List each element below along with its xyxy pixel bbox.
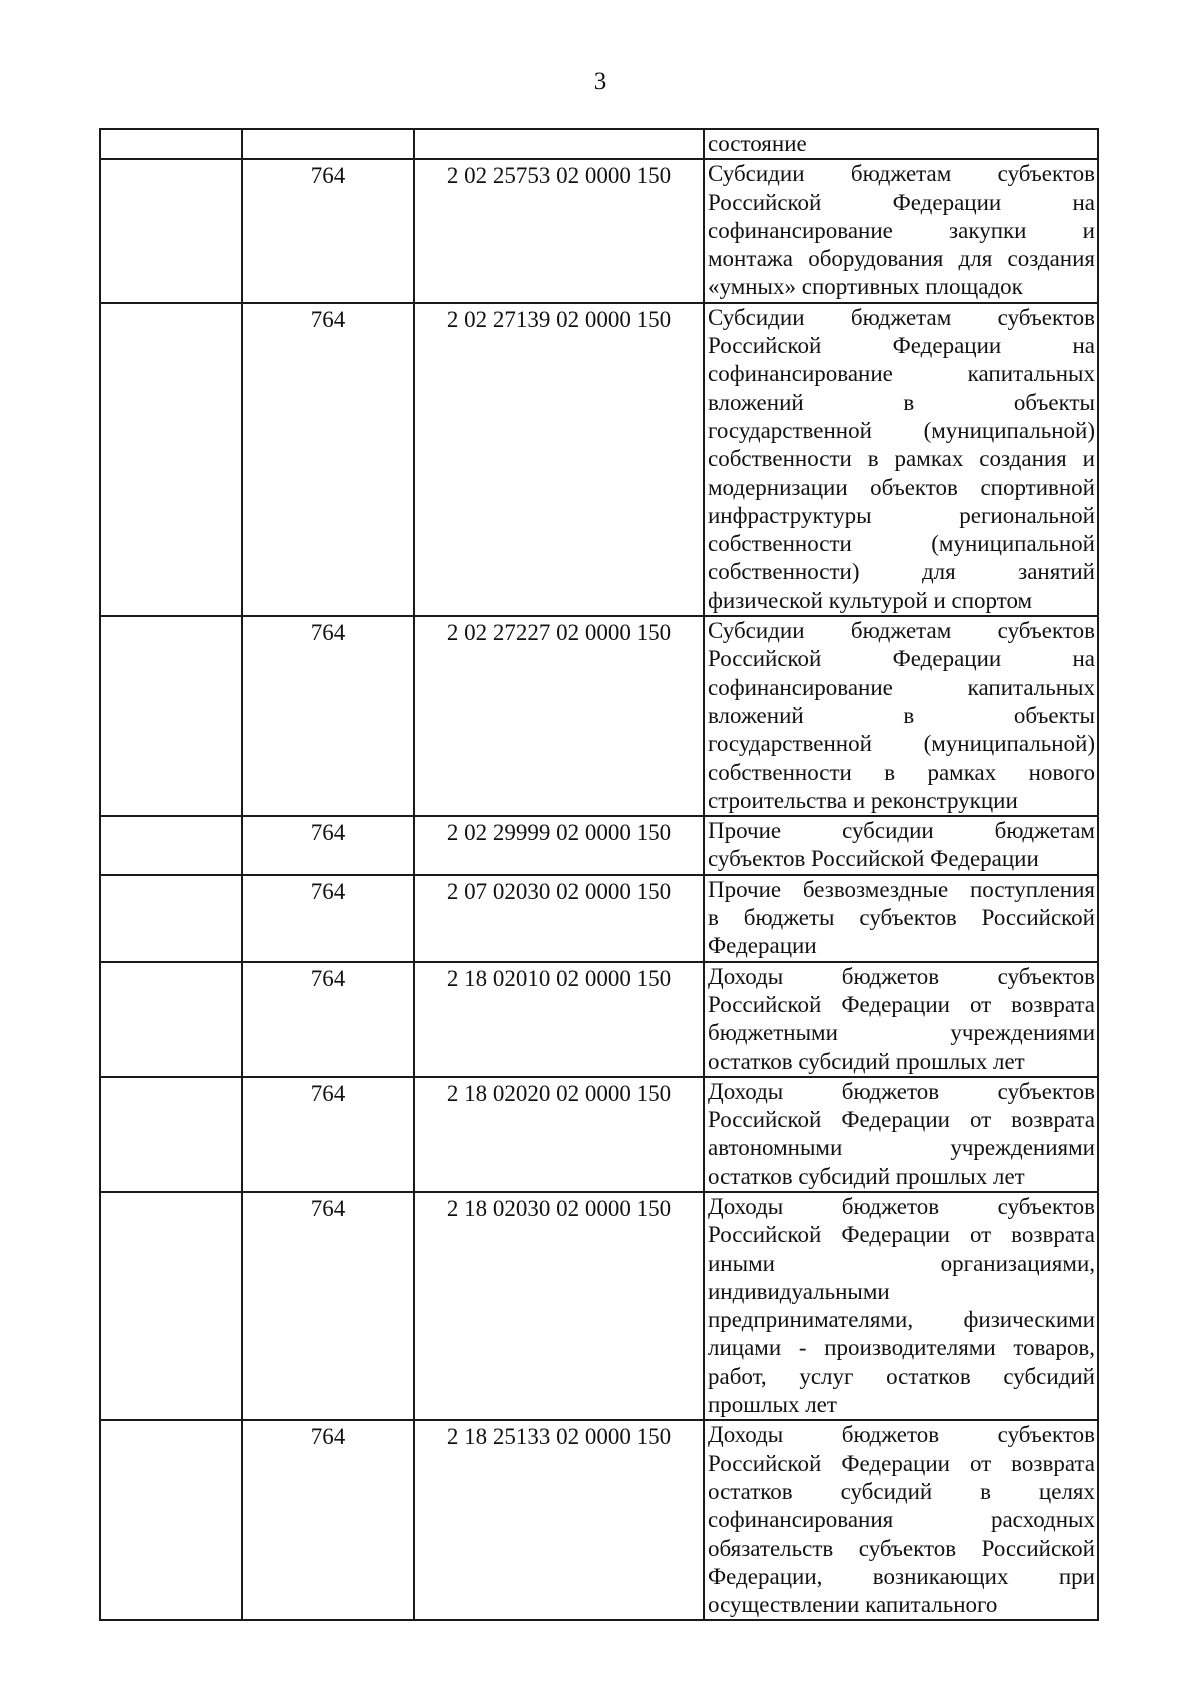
description-line: Российской Федерации от возврата <box>708 991 1095 1017</box>
empty-cell <box>100 875 242 962</box>
empty-cell <box>100 816 242 875</box>
description-line: Доходы бюджетов субъектов <box>708 1422 1095 1448</box>
description-line: иными организациями, <box>708 1250 1095 1276</box>
description-line: Субсидии бюджетам субъектов <box>708 304 1095 330</box>
description-line: осуществлении капитального <box>708 1592 998 1618</box>
administrator-code-cell: 764 <box>242 1420 414 1620</box>
empty-cell <box>100 1420 242 1620</box>
description-line: Прочие безвозмездные поступления <box>708 876 1095 902</box>
revenue-code-cell: 2 18 02010 02 0000 150 <box>414 962 704 1077</box>
empty-cell <box>100 962 242 1077</box>
description-line: Доходы бюджетов субъектов <box>708 1193 1095 1219</box>
description-cell <box>704 303 1098 616</box>
description-line: Российской Федерации от возврата <box>708 1450 1095 1476</box>
description-line: субъектов Российской Федерации <box>708 846 1039 872</box>
description-line: остатков субсидий прошлых лет <box>708 1048 1025 1074</box>
description-line: остатков субсидий в целях <box>708 1478 1095 1504</box>
description-line: работ, услуг остатков субсидий <box>708 1363 1095 1389</box>
revenue-code-cell: 2 02 27139 02 0000 150 <box>414 303 704 616</box>
description-line: остатков субсидий прошлых лет <box>708 1163 1025 1189</box>
description-line: софинансирование капитальных <box>708 361 1095 387</box>
description-line: Федерации <box>708 933 817 959</box>
page-number: 3 <box>593 68 607 95</box>
administrator-code-cell: 764 <box>242 1077 414 1192</box>
empty-cell <box>100 159 242 302</box>
description-line: собственности в рамках создания и <box>708 446 1095 472</box>
table-row <box>100 875 1098 962</box>
table-body <box>100 129 1098 1620</box>
description-line: Субсидии бюджетам субъектов <box>708 618 1095 644</box>
description-line: софинансирование закупки и <box>708 217 1095 243</box>
description-line: монтажа оборудования для создания <box>708 246 1095 272</box>
revenue-code-cell: 2 02 29999 02 0000 150 <box>414 816 704 875</box>
empty-cell <box>100 1077 242 1192</box>
description-line: физической культурой и спортом <box>708 587 1033 613</box>
budget-classification-table <box>99 128 1099 1621</box>
description-cell <box>704 129 1098 159</box>
description-line: Прочие субсидии бюджетам <box>708 818 1095 844</box>
table-row <box>100 159 1098 302</box>
description-line: Субсидии бюджетам субъектов <box>708 161 1095 187</box>
description-line: государственной (муниципальной) <box>708 417 1095 443</box>
table-row <box>100 962 1098 1077</box>
description-line: вложений в объекты <box>708 702 1095 728</box>
revenue-code-cell: 2 18 02030 02 0000 150 <box>414 1192 704 1420</box>
description-line: Российской Федерации на <box>708 333 1095 359</box>
table-row <box>100 303 1098 616</box>
description-cell <box>704 159 1098 302</box>
description-cell <box>704 875 1098 962</box>
description-line: инфраструктуры региональной <box>708 502 1095 528</box>
description-line: государственной (муниципальной) <box>708 731 1095 757</box>
administrator-code-cell: 764 <box>242 303 414 616</box>
description-line: «умных» спортивных площадок <box>708 274 1023 300</box>
revenue-code-cell: 2 07 02030 02 0000 150 <box>414 875 704 962</box>
empty-cell <box>100 303 242 616</box>
administrator-code-cell: 764 <box>242 875 414 962</box>
description-line: бюджетными учреждениями <box>708 1020 1095 1046</box>
revenue-code-cell <box>414 129 704 159</box>
description-cell <box>704 1420 1098 1620</box>
description-line: индивидуальными <box>708 1278 890 1304</box>
administrator-code-cell: 764 <box>242 159 414 302</box>
description-line: обязательств субъектов Российской <box>708 1535 1095 1561</box>
description-line: софинансирование капитальных <box>708 674 1095 700</box>
table-row <box>100 1420 1098 1620</box>
description-line: предпринимателями, физическими <box>708 1307 1095 1333</box>
description-line: Доходы бюджетов субъектов <box>708 963 1095 989</box>
administrator-code-cell: 764 <box>242 1192 414 1420</box>
description-line: вложений в объекты <box>708 389 1095 415</box>
description-line: автономными учреждениями <box>708 1135 1095 1161</box>
description-cell <box>704 1077 1098 1192</box>
table-row <box>100 1077 1098 1192</box>
description-line: в бюджеты субъектов Российской <box>708 905 1095 931</box>
table-row <box>100 1192 1098 1420</box>
description-line: Российской Федерации на <box>708 646 1095 672</box>
administrator-code-cell: 764 <box>242 616 414 816</box>
administrator-code-cell: 764 <box>242 816 414 875</box>
description-line: строительства и реконструкции <box>708 787 1018 813</box>
description-cell <box>704 616 1098 816</box>
description-line: Российской Федерации на <box>708 189 1095 215</box>
description-line: лицами - производителями товаров, <box>708 1335 1095 1361</box>
description-line: состояние <box>708 131 807 156</box>
description-line: собственности в рамках нового <box>708 759 1095 785</box>
description-line: модернизации объектов спортивной <box>708 474 1095 500</box>
description-cell <box>704 1192 1098 1420</box>
description-line: прошлых лет <box>708 1392 837 1418</box>
description-line: софинансирования расходных <box>708 1507 1095 1533</box>
description-line: собственности) для занятий <box>708 559 1095 585</box>
table-row <box>100 129 1098 159</box>
revenue-code-cell: 2 18 02020 02 0000 150 <box>414 1077 704 1192</box>
description-cell <box>704 816 1098 875</box>
description-line: Федерации, возникающих при <box>708 1563 1095 1589</box>
revenue-code-cell: 2 02 25753 02 0000 150 <box>414 159 704 302</box>
table-row <box>100 616 1098 816</box>
empty-cell <box>100 129 242 159</box>
administrator-code-cell <box>242 129 414 159</box>
administrator-code-cell: 764 <box>242 962 414 1077</box>
description-line: собственности (муниципальной <box>708 531 1095 557</box>
revenue-code-cell: 2 18 25133 02 0000 150 <box>414 1420 704 1620</box>
description-cell <box>704 962 1098 1077</box>
description-line: Российской Федерации от возврата <box>708 1222 1095 1248</box>
empty-cell <box>100 616 242 816</box>
table-row <box>100 816 1098 875</box>
description-line: Доходы бюджетов субъектов <box>708 1078 1095 1104</box>
revenue-code-cell: 2 02 27227 02 0000 150 <box>414 616 704 816</box>
description-line: Российской Федерации от возврата <box>708 1107 1095 1133</box>
empty-cell <box>100 1192 242 1420</box>
